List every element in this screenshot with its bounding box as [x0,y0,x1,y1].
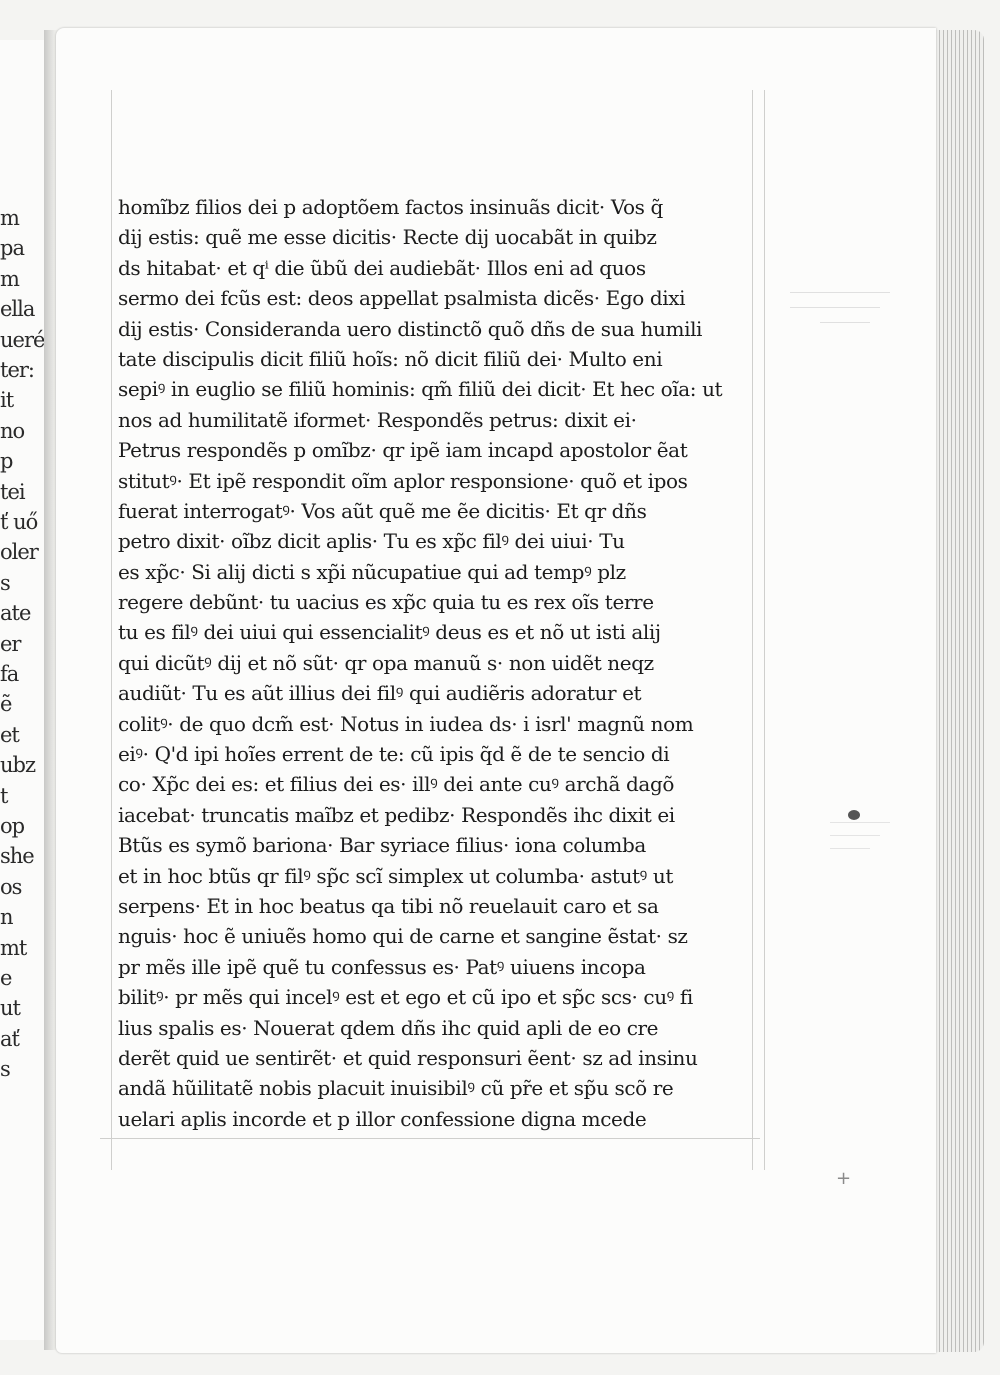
text-line: uelari aplis incorde et p illor confessione digna mcede [118,1106,647,1131]
left-page-text-fragment: ubz [0,753,36,778]
text-line: qui dicũtꝰ dij et nõ sũt· qr opa manuũ s· non uidẽt neqz [118,650,654,675]
text-line: Btũs es symõ bariona· Bar syriace filius· iona columba [118,833,646,858]
left-page-text-fragment: er [0,631,21,656]
left-page-text-fragment: s [0,1057,10,1082]
text-line: es xp̃c· Si alij dicti s xp̃i nũcupatiue qui ad tempꝰ plz [118,559,626,584]
left-page-text-fragment: m [0,266,19,291]
left-page-text-fragment: e [0,966,12,990]
left-page-text-fragment: et [0,722,19,747]
left-page-text-fragment: no [0,418,25,443]
text-line: tu es filꝰ dei uiui qui essencialitꝰ deus es et nõ ut isti alij [118,620,661,645]
text-line: lius spalis es· Nouerat qdem dñs ihc quid apli de eo cre [118,1015,659,1040]
text-line: stitutꝰ· Et ipẽ respondit oĩm aplor responsione· quõ et ipos [118,468,688,493]
faint-marginal-note-2 [830,810,910,849]
text-line: regere debũnt· tu uacius es xp̃c quia tu es rex oĩs terre [118,590,654,615]
text-line: nguis· hoc ẽ uniuẽs homo qui de carne et sangine ẽstat· sz [118,924,688,949]
left-page-text-fragment: os [0,874,22,899]
left-page-text-fragment: it [0,388,14,413]
crosshair-mark: + [836,1168,852,1189]
manuscript-text-block [118,192,770,1134]
left-page-text-fragment: n [0,905,13,930]
ruling-line-bottom [100,1138,760,1139]
text-line: homĩbz filios dei p adoptõem factos insinuãs dicit· Vos q̃ [118,195,663,219]
text-line: eiꝰ· Q'd ipi hoĩes errent de te: cũ ipis q̃d ẽ de te sencio di [118,742,670,767]
left-page-text-fragment: s [0,570,10,595]
text-line: et in hoc btũs qr filꝰ sp̃c scĩ simplex ut columba· astutꝰ ut [118,863,674,888]
left-page-text-fragment: tei [0,479,25,504]
text-line: iacebat· truncatis maĩbz et pedibz· Respondẽs ihc dixit ei [118,802,675,827]
left-page-text-fragment: ate [0,601,31,626]
left-page-text-fragment: ť uő [0,510,38,534]
text-line: sepiꝰ in euglio se filiũ hominis: qm̃ filiũ dei dicit· Et hec oĩa: ut [118,377,723,402]
text-line: audiũt· Tu es aũt illius dei filꝰ qui audiẽris adoratur et [118,681,642,706]
text-line: dij estis· Consideranda uero distinctõ quõ dñs de sua humili [118,316,703,341]
text-line: sermo dei fcũs est: deos appellat psalmista dicẽs· Ego dixi [118,286,686,311]
text-line: andã hũilitatẽ nobis placuit inuisibilꝰ cũ pr̃e et sp̃u scõ re [118,1076,674,1101]
text-line: dij estis: quẽ me esse dicitis· Recte dij uocabãt in quibz [118,225,657,250]
left-page-text-fragment: pa [0,236,24,261]
ruling-line-left [111,90,112,1170]
text-line: pr mẽs ille ipẽ quẽ tu confessus es· Patꝰ uiuens incopa [118,954,646,979]
left-page-text-fragment: oler [0,540,38,565]
text-line: Petrus respondẽs p omĩbz· qr ipẽ iam incapd apostolor ẽat [118,438,688,463]
left-page-text-fragment: mt [0,935,27,960]
text-line: tate discipulis dicit filiũ hoĩs: nõ dicit filiũ dei· Multo eni [118,346,663,371]
left-page-text-fragment: p [0,449,13,474]
left-page-text-fragment: t [0,783,8,808]
left-page-fragment [0,40,46,1340]
page-edges [928,30,984,1352]
text-line: nos ad humilitatẽ iformet· Respondẽs petrus: dixit ei· [118,407,637,432]
text-line: co· Xp̃c dei es: et filius dei es· illꝰ dei ante cuꝰ archã dagõ [118,772,674,797]
left-page-text-fragment: m [0,206,19,230]
left-page-text-fragment: op [0,814,25,838]
text-line: derẽt quid ue sentirẽt· et quid responsuri ẽent· sz ad insinu [118,1045,698,1070]
left-page-text-fragment: she [0,844,34,869]
left-page-text-fragment: ať [0,1026,19,1051]
text-line: serpens· Et in hoc beatus qa tibi nõ reuelauit caro et sa [118,893,659,918]
text-line: bilitꝰ· pr mẽs qui incelꝰ est et ego et cũ ipo et sp̃c scs· cuꝰ fi [118,985,693,1010]
left-page-text-fragment: fa [0,662,19,686]
text-line: ds hitabat· et qⁱ die ũbũ dei audiebãt· Illos eni ad quos [118,255,646,280]
text-line: fuerat interrogatꝰ· Vos aũt quẽ me ẽe dicitis· Et qr dñs [118,498,647,523]
text-line: petro dixit· oĩbz dicit aplis· Tu es xp̃c filꝰ dei uiui· Tu [118,529,625,554]
left-page-text-fragment: ut [0,996,20,1021]
text-line: colitꝰ· de quo dcm̃ est· Notus in iudea ds· i isrl' magnũ nom [118,711,694,736]
left-page-text-fragment: ella [0,297,35,322]
left-page-text-fragment: ter: [0,358,34,382]
left-page-text-fragment: ueré [0,327,45,352]
faint-marginal-note [790,278,910,323]
left-page-text-fragment: ẽ [0,692,12,717]
